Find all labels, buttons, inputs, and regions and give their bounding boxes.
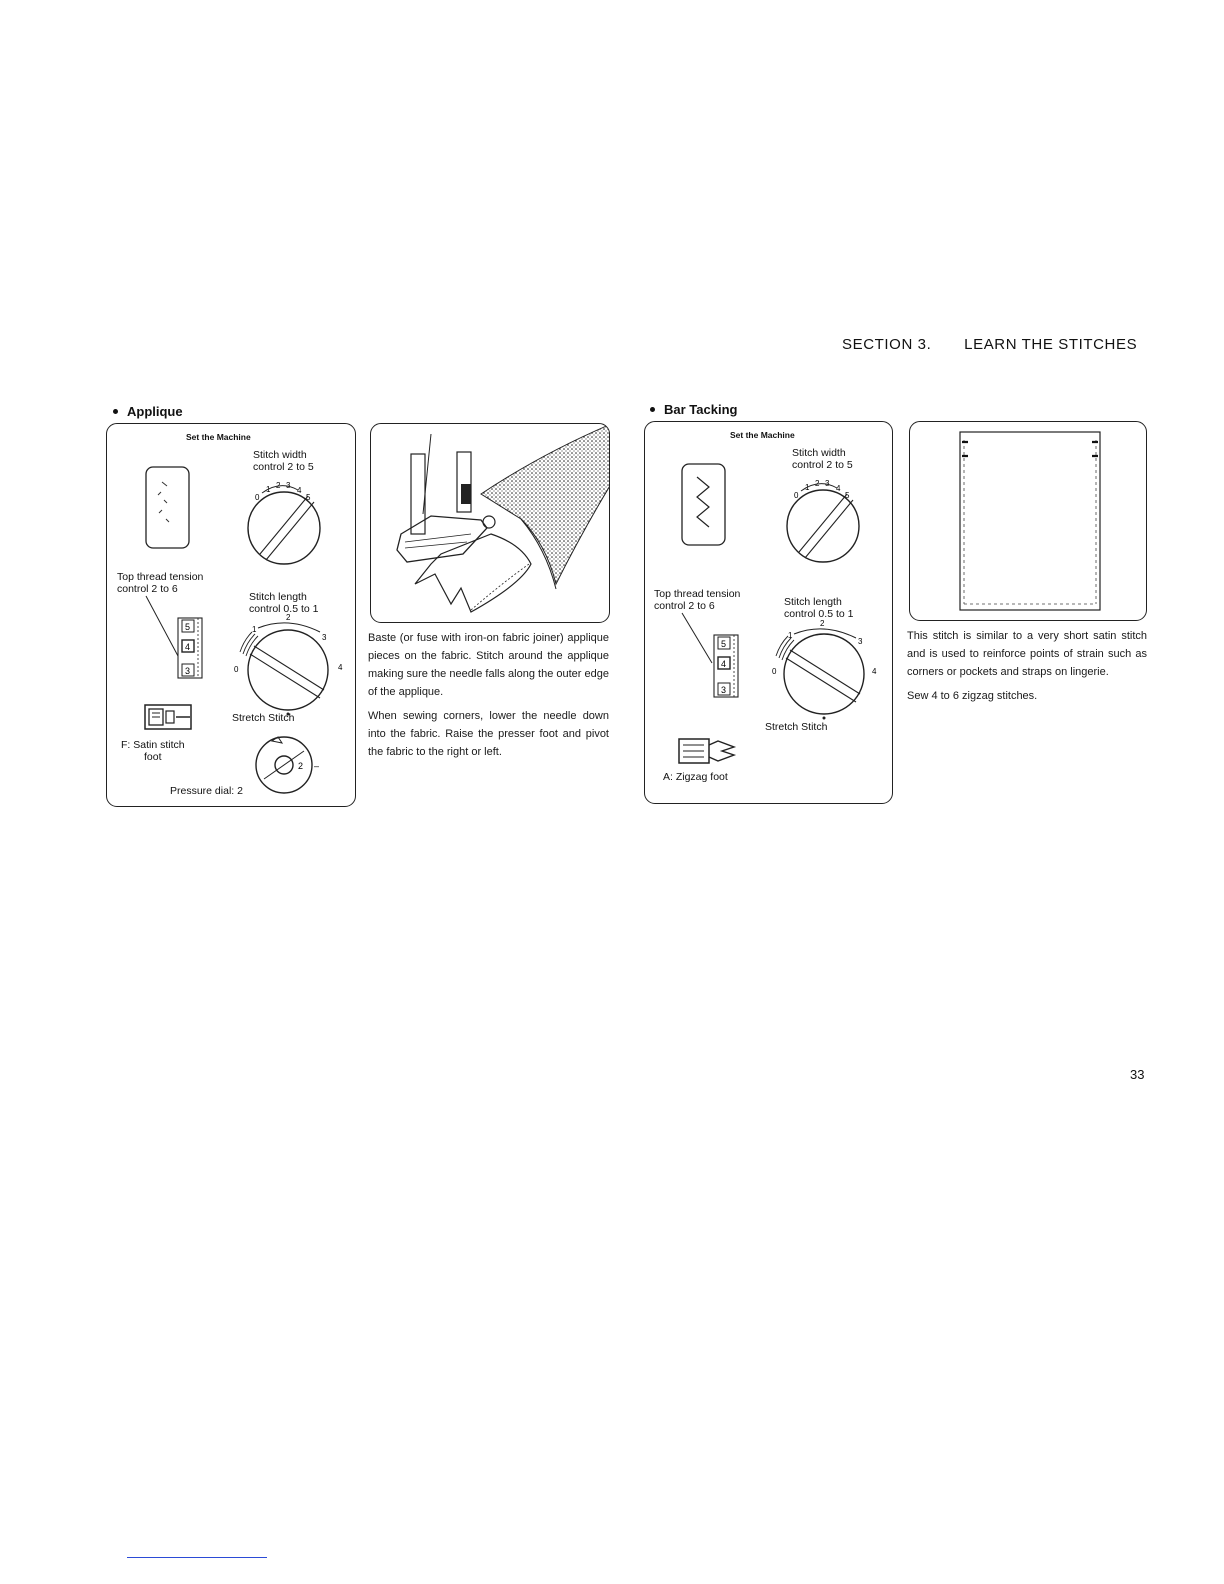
length-tick-0: 0 (772, 667, 777, 676)
applique-length-range: control 0.5 to 1 (249, 603, 319, 615)
applique-tension-label: Top thread tension (117, 571, 204, 583)
width-tick-3: 3 (286, 481, 291, 490)
length-tick-2: 2 (286, 613, 291, 622)
applique-heading (113, 404, 183, 419)
width-tick-0: 0 (794, 491, 799, 500)
width-tick-5: 5 (845, 491, 850, 500)
applique-tension-range: control 2 to 6 (117, 583, 178, 595)
section-header (842, 336, 1137, 353)
applique-stitch-width-label: Stitch width (253, 449, 307, 461)
length-tick-1: 1 (252, 625, 257, 634)
satin-stitch-foot-icon (144, 703, 194, 738)
tension-mark-5: 5 (185, 622, 191, 632)
width-tick-1: 1 (805, 483, 810, 492)
applique-length-label: Stitch length (249, 591, 307, 603)
pressure-dial-label: Pressure dial: 2 (170, 785, 243, 797)
bar-tacking-stretch-label: Stretch Stitch (765, 721, 828, 733)
pressure-dial (250, 733, 330, 808)
width-tick-1: 1 (266, 485, 271, 494)
length-tick-4: 4 (872, 667, 877, 676)
width-tick-2: 2 (276, 481, 281, 490)
applique-foot-label: F: Satin stitch (121, 739, 185, 751)
bar-tacking-stitch-width-label: Stitch width (792, 447, 846, 459)
width-tick-4: 4 (297, 486, 302, 495)
applique-instructions (368, 629, 609, 767)
bar-tacking-tension-range: control 2 to 6 (654, 600, 715, 612)
page-number: 33 (1130, 1067, 1145, 1082)
applique-stitch-width-dial (240, 478, 340, 573)
tension-mark-4: 4 (185, 642, 191, 652)
width-tick-4: 4 (836, 484, 841, 493)
width-tick-5: 5 (306, 493, 311, 502)
length-tick-3: 3 (858, 637, 863, 646)
applique-stitch-pattern-icon (145, 466, 191, 555)
applique-stitch-length-dial (230, 612, 343, 717)
applique-paragraph-1: Baste (or fuse with iron-on fabric joiner) applique pieces on the fabric. Stitch around the applique making sure the needle falls along the outer edge of the applique. (368, 632, 609, 698)
bar-tacking-paragraph-1: This stitch is similar to a very short satin stitch and is used to reinforce points of strain such as corners or pockets and straps on lingerie. (907, 630, 1147, 678)
bar-tacking-illustration-panel (909, 421, 1147, 621)
length-tick-3: 3 (322, 633, 327, 642)
tension-mark-3: 3 (185, 666, 191, 676)
bar-tacking-length-range: control 0.5 to 1 (784, 608, 854, 620)
bar-tacking-set-machine: Set the Machine (730, 430, 795, 440)
bar-tacking-stitch-length-dial (768, 618, 878, 723)
pressure-mark-2: 2 (298, 761, 304, 771)
length-tick-4: 4 (338, 663, 343, 672)
zigzag-foot-icon (678, 737, 736, 772)
bar-tacking-heading (650, 402, 737, 417)
bar-tacking-stitch-width-dial (779, 476, 879, 571)
applique-heading-text: Applique (127, 404, 183, 419)
applique-stretch-label: Stretch Stitch (232, 712, 295, 724)
section-title: LEARN THE STITCHES (964, 336, 1138, 353)
tension-mark-5: 5 (721, 639, 727, 649)
bullet-icon (113, 409, 118, 414)
applique-illustration-panel (370, 423, 610, 623)
bullet-icon (650, 407, 655, 412)
applique-sewing-illustration (371, 424, 610, 623)
width-tick-3: 3 (825, 479, 830, 488)
applique-foot-label-2: foot (144, 751, 162, 763)
bar-tacking-foot-label: A: Zigzag foot (663, 771, 728, 783)
length-tick-0: 0 (234, 665, 239, 674)
bar-tacking-stitch-pattern-icon (681, 463, 727, 552)
applique-tension-dial (142, 594, 212, 689)
width-tick-2: 2 (815, 479, 820, 488)
bar-tacking-stitch-width-range: control 2 to 5 (792, 459, 853, 471)
length-tick-2: 2 (820, 619, 825, 628)
tension-mark-4: 4 (721, 659, 727, 669)
tension-mark-3: 3 (721, 685, 727, 695)
width-tick-0: 0 (255, 493, 260, 502)
footer-rule (127, 1557, 267, 1558)
bar-tacking-heading-text: Bar Tacking (664, 402, 738, 417)
pressure-mark-minus: – (314, 761, 320, 771)
section-number: SECTION 3. (842, 336, 932, 353)
applique-paragraph-2: When sewing corners, lower the needle down into the fabric. Raise the presser foot and pivot the fabric to the right or left. (368, 710, 609, 758)
applique-set-machine: Set the Machine (186, 432, 251, 442)
bar-tacking-tension-label: Top thread tension (654, 588, 741, 600)
bar-tacking-instructions (907, 627, 1147, 711)
bar-tacking-length-label: Stitch length (784, 596, 842, 608)
bar-tacking-paragraph-2: Sew 4 to 6 zigzag stitches. (907, 690, 1038, 702)
length-tick-1: 1 (788, 631, 793, 640)
applique-stitch-width-range: control 2 to 5 (253, 461, 314, 473)
bar-tacking-pocket-illustration (910, 422, 1148, 622)
bar-tacking-tension-dial (678, 611, 748, 706)
